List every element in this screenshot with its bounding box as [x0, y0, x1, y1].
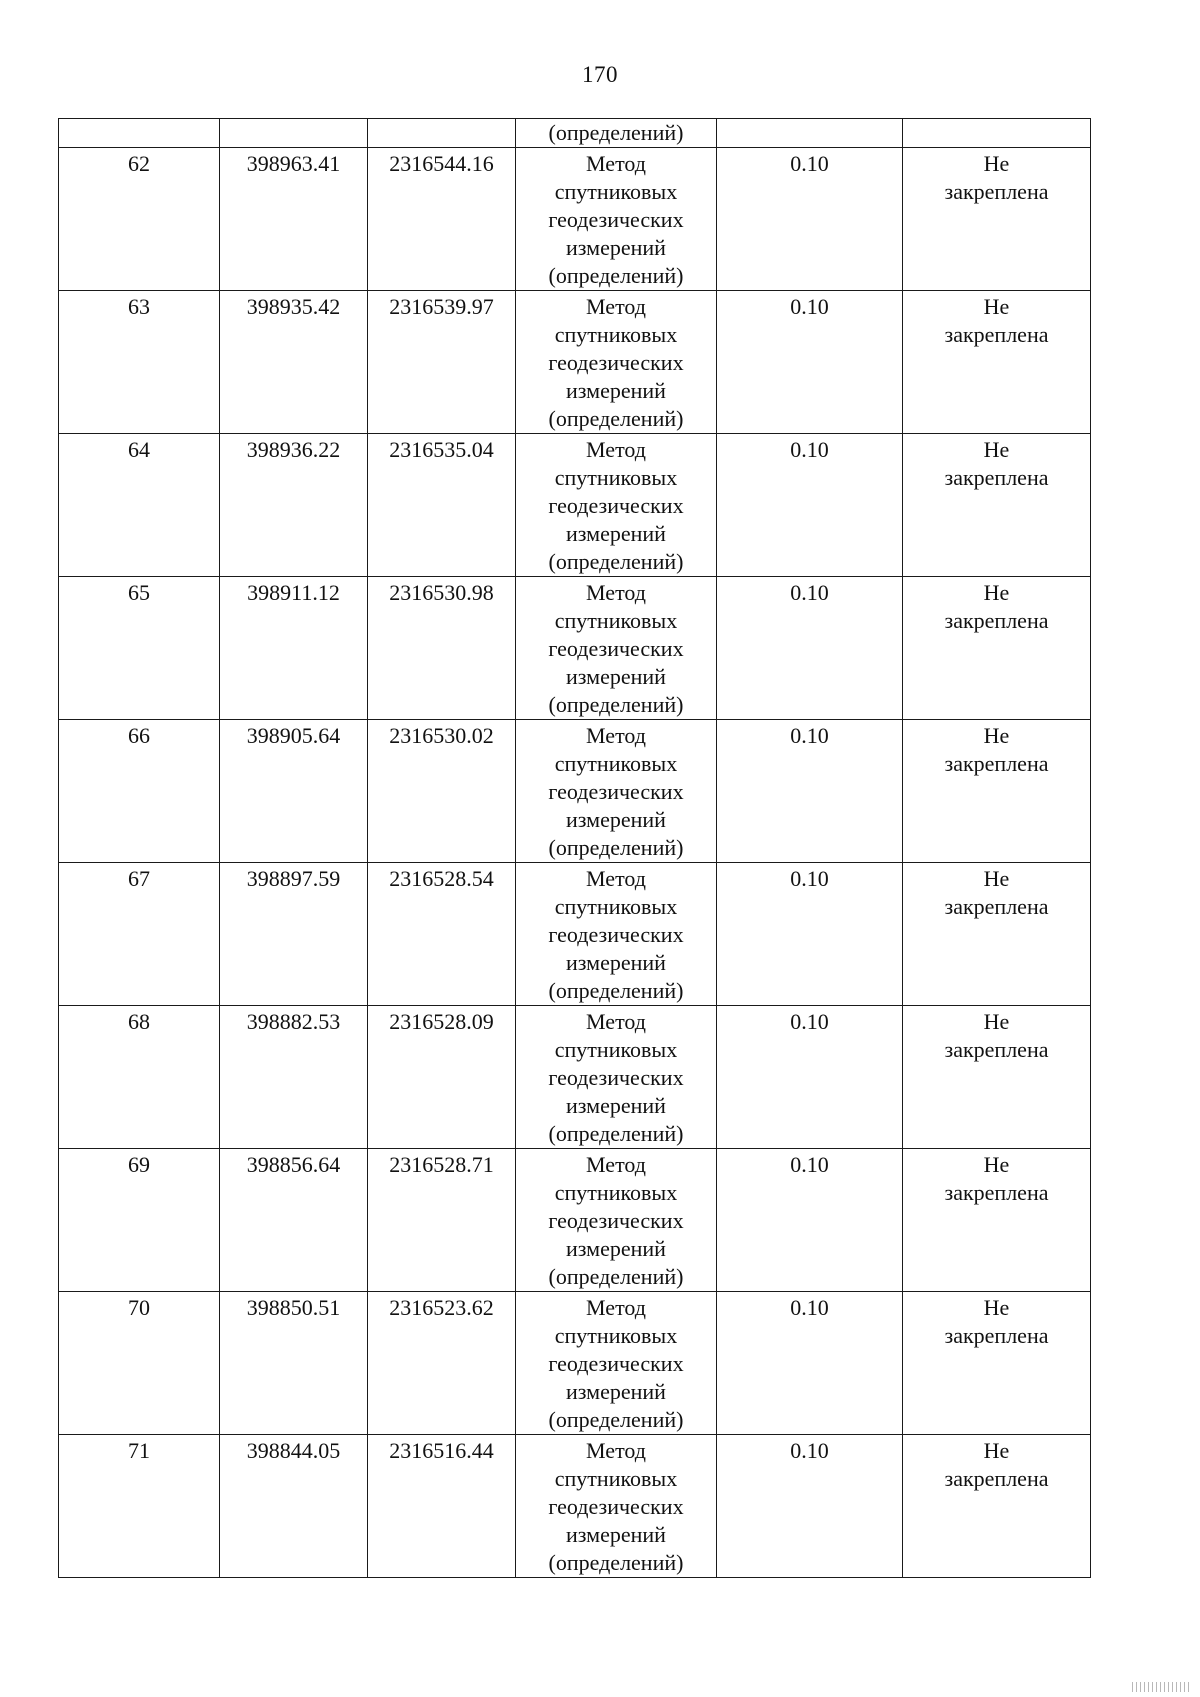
method-line: (определений)	[548, 978, 684, 1003]
cell-fixation	[903, 1006, 1091, 1149]
method-line: (определений)	[548, 1407, 684, 1432]
cell-point-number: 63	[59, 291, 220, 434]
cell-point-number	[59, 119, 220, 148]
cell-fixation	[903, 1292, 1091, 1435]
cell-fixation	[903, 863, 1091, 1006]
cell-x-coordinate: 398963.41	[220, 148, 368, 291]
method-line: (определений)	[548, 1121, 684, 1146]
cell-accuracy: 0.10	[717, 1149, 903, 1292]
cell-y-coordinate: 2316530.02	[368, 720, 516, 863]
method-line: измерений	[566, 378, 666, 403]
cell-point-number: 66	[59, 720, 220, 863]
method-line: спутниковых	[554, 465, 678, 490]
cell-fixation	[903, 119, 1091, 148]
fixation-line: закреплена	[944, 894, 1049, 919]
page-number: 170	[582, 62, 618, 87]
fixation-line: закреплена	[944, 1180, 1049, 1205]
method-line: геодезических	[548, 1494, 684, 1519]
cell-x-coordinate: 398905.64	[220, 720, 368, 863]
method-line: спутниковых	[554, 1323, 678, 1348]
cell-x-coordinate: 398911.12	[220, 577, 368, 720]
method-line: геодезических	[548, 922, 684, 947]
cell-point-number: 68	[59, 1006, 220, 1149]
table-row	[59, 577, 1091, 720]
scan-artifact	[1132, 1682, 1192, 1692]
method-line: Метод	[586, 1009, 646, 1034]
cell-y-coordinate: 2316530.98	[368, 577, 516, 720]
fixation-line: закреплена	[944, 608, 1049, 633]
cell-y-coordinate: 2316528.09	[368, 1006, 516, 1149]
method-line: геодезических	[548, 350, 684, 375]
fixation-line: закреплена	[944, 179, 1049, 204]
method-line: (определений)	[548, 263, 684, 288]
method-line: геодезических	[548, 636, 684, 661]
cell-point-number: 71	[59, 1435, 220, 1578]
cell-y-coordinate: 2316528.54	[368, 863, 516, 1006]
cell-method	[516, 148, 717, 291]
cell-method	[516, 1149, 717, 1292]
cell-x-coordinate: 398882.53	[220, 1006, 368, 1149]
cell-accuracy: 0.10	[717, 720, 903, 863]
table-row	[59, 1292, 1091, 1435]
method-line: (определений)	[548, 1550, 684, 1575]
cell-method	[516, 863, 717, 1006]
method-line: Метод	[586, 1438, 646, 1463]
cell-accuracy: 0.10	[717, 434, 903, 577]
method-line: измерений	[566, 1236, 666, 1261]
cell-point-number: 62	[59, 148, 220, 291]
table-body	[59, 119, 1091, 1578]
method-line: измерений	[566, 1093, 666, 1118]
fixation-line: Не	[983, 437, 1010, 462]
cell-fixation	[903, 148, 1091, 291]
method-line: измерений	[566, 1522, 666, 1547]
cell-x-coordinate: 398897.59	[220, 863, 368, 1006]
cell-accuracy: 0.10	[717, 577, 903, 720]
cell-y-coordinate	[368, 119, 516, 148]
cell-x-coordinate: 398936.22	[220, 434, 368, 577]
fixation-line: Не	[983, 1438, 1010, 1463]
method-line: геодезических	[548, 779, 684, 804]
method-line: измерений	[566, 664, 666, 689]
cell-fixation	[903, 291, 1091, 434]
cell-method: (определений)	[516, 119, 717, 148]
method-line: спутниковых	[554, 322, 678, 347]
method-line: спутниковых	[554, 751, 678, 776]
cell-method	[516, 1006, 717, 1149]
cell-accuracy	[717, 119, 903, 148]
cell-point-number: 69	[59, 1149, 220, 1292]
method-line: (определений)	[548, 1264, 684, 1289]
fixation-line: Не	[983, 294, 1010, 319]
cell-method	[516, 577, 717, 720]
fixation-line: Не	[983, 866, 1010, 891]
cell-y-coordinate: 2316544.16	[368, 148, 516, 291]
method-line: Метод	[586, 1152, 646, 1177]
cell-method	[516, 291, 717, 434]
cell-accuracy: 0.10	[717, 291, 903, 434]
table-row	[59, 1149, 1091, 1292]
method-line: Метод	[586, 866, 646, 891]
cell-point-number: 70	[59, 1292, 220, 1435]
cell-fixation	[903, 434, 1091, 577]
cell-accuracy: 0.10	[717, 1435, 903, 1578]
cell-x-coordinate: 398856.64	[220, 1149, 368, 1292]
method-line: спутниковых	[554, 1037, 678, 1062]
cell-accuracy: 0.10	[717, 148, 903, 291]
method-line: Метод	[586, 1295, 646, 1320]
table-row	[59, 1435, 1091, 1578]
cell-point-number: 67	[59, 863, 220, 1006]
method-line: спутниковых	[554, 894, 678, 919]
cell-y-coordinate: 2316516.44	[368, 1435, 516, 1578]
fixation-line: закреплена	[944, 1037, 1049, 1062]
fixation-line: закреплена	[944, 1466, 1049, 1491]
cell-method	[516, 434, 717, 577]
method-line: геодезических	[548, 493, 684, 518]
fixation-line: Не	[983, 1009, 1010, 1034]
method-line: спутниковых	[554, 608, 678, 633]
method-line: геодезических	[548, 1208, 684, 1233]
table-row	[59, 1006, 1091, 1149]
method-line: спутниковых	[554, 1180, 678, 1205]
table-row	[59, 148, 1091, 291]
method-line: геодезических	[548, 1351, 684, 1376]
method-line: Метод	[586, 580, 646, 605]
method-line: Метод	[586, 151, 646, 176]
method-line: геодезических	[548, 207, 684, 232]
method-line: Метод	[586, 723, 646, 748]
cell-accuracy: 0.10	[717, 1006, 903, 1149]
cell-accuracy: 0.10	[717, 863, 903, 1006]
cell-x-coordinate: 398844.05	[220, 1435, 368, 1578]
table-row	[59, 291, 1091, 434]
method-line: измерений	[566, 950, 666, 975]
method-line: измерений	[566, 807, 666, 832]
method-line: Метод	[586, 294, 646, 319]
cell-fixation	[903, 1149, 1091, 1292]
method-line: измерений	[566, 1379, 666, 1404]
table-row	[59, 434, 1091, 577]
method-line: спутниковых	[554, 1466, 678, 1491]
fixation-line: закреплена	[944, 465, 1049, 490]
method-line: измерений	[566, 235, 666, 260]
cell-point-number: 65	[59, 577, 220, 720]
fixation-line: Не	[983, 151, 1010, 176]
table-row	[59, 863, 1091, 1006]
fixation-line: закреплена	[944, 322, 1049, 347]
cell-x-coordinate: 398935.42	[220, 291, 368, 434]
coordinates-table	[58, 118, 1091, 1578]
cell-method	[516, 1435, 717, 1578]
method-line: Метод	[586, 437, 646, 462]
cell-accuracy: 0.10	[717, 1292, 903, 1435]
method-line: (определений)	[548, 549, 684, 574]
fixation-line: Не	[983, 723, 1010, 748]
cell-y-coordinate: 2316528.71	[368, 1149, 516, 1292]
continuation-row	[59, 119, 1091, 148]
cell-y-coordinate: 2316523.62	[368, 1292, 516, 1435]
cell-point-number: 64	[59, 434, 220, 577]
method-line: (определений)	[548, 406, 684, 431]
cell-fixation	[903, 1435, 1091, 1578]
method-line: измерений	[566, 521, 666, 546]
fixation-line: закреплена	[944, 751, 1049, 776]
table-row	[59, 720, 1091, 863]
method-line: спутниковых	[554, 179, 678, 204]
method-line: (определений)	[548, 835, 684, 860]
fixation-line: Не	[983, 1295, 1010, 1320]
fixation-line: Не	[983, 1152, 1010, 1177]
cell-y-coordinate: 2316539.97	[368, 291, 516, 434]
cell-x-coordinate	[220, 119, 368, 148]
method-line: (определений)	[548, 692, 684, 717]
cell-x-coordinate: 398850.51	[220, 1292, 368, 1435]
fixation-line: Не	[983, 580, 1010, 605]
fixation-line: закреплена	[944, 1323, 1049, 1348]
cell-fixation	[903, 720, 1091, 863]
cell-fixation	[903, 577, 1091, 720]
cell-y-coordinate: 2316535.04	[368, 434, 516, 577]
method-line: геодезических	[548, 1065, 684, 1090]
cell-method	[516, 1292, 717, 1435]
cell-method	[516, 720, 717, 863]
